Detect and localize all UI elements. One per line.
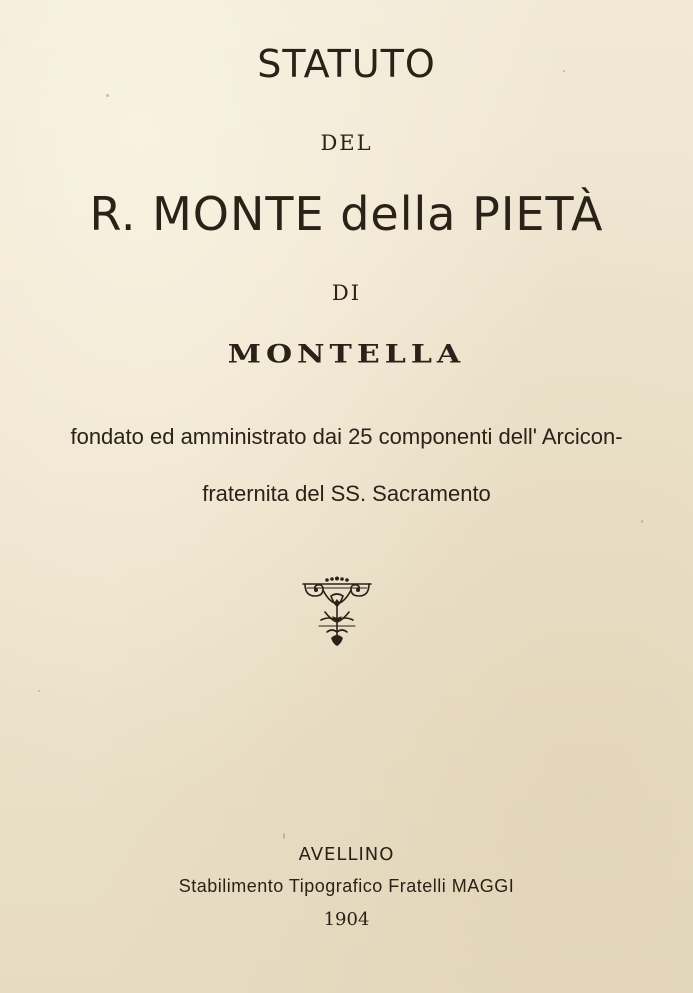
title-town: MONTELLA <box>227 339 466 370</box>
title-di: DI <box>331 281 362 305</box>
paper-speck <box>641 520 643 523</box>
paper-speck <box>283 833 285 839</box>
title-del: DEL <box>320 131 373 155</box>
subtitle-line-1: fondato ed amministrato dai 25 componenti dell' Arcicon- <box>70 424 623 449</box>
ornament-vignette-icon <box>301 576 373 648</box>
title-statuto: STATUTO <box>257 42 436 86</box>
title-institution: R. MONTE della PIETÀ <box>89 187 604 241</box>
imprint-year: 1904 <box>323 909 370 930</box>
subtitle-line-2: fraternita del SS. Sacramento <box>202 481 491 506</box>
imprint-printer: Stabilimento Tipografico Fratelli MAGGI <box>178 876 515 896</box>
imprint-city: AVELLINO <box>298 844 395 865</box>
paper-speck <box>38 690 40 692</box>
paper-speck <box>106 94 109 97</box>
